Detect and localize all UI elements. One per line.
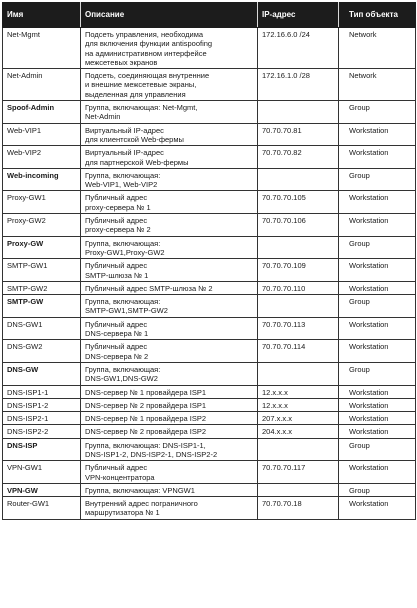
- object-name: Spoof-Admin: [3, 101, 81, 124]
- object-description: [81, 483, 258, 496]
- object-type: Workstation: [339, 385, 416, 398]
- description-line: Подсеть управления, необходима: [85, 30, 204, 39]
- header-ip: IP-адрес: [258, 3, 339, 28]
- table-row: [3, 483, 416, 496]
- object-description: [81, 123, 258, 146]
- description-line: DNS-сервер № 2 провайдера ISP2: [85, 427, 207, 437]
- object-ip: 172.16.6.0 /24: [258, 28, 339, 69]
- object-description: [81, 497, 258, 520]
- object-type: Group: [339, 101, 416, 124]
- table-row: [3, 123, 416, 146]
- table-row: [3, 214, 416, 237]
- object-description: [81, 385, 258, 398]
- description-line: Подсеть, соединяющая внутренние: [85, 71, 210, 81]
- object-name: Web-incoming: [3, 168, 81, 191]
- object-name: DNS-GW: [3, 362, 81, 385]
- object-ip: [258, 362, 339, 385]
- object-ip: [258, 483, 339, 496]
- object-name: Proxy-GW1: [3, 191, 81, 214]
- object-ip: 70.70.70.114: [258, 340, 339, 363]
- object-type: Group: [339, 295, 416, 318]
- object-type: Workstation: [339, 214, 416, 237]
- description-line: Группа, включающая: DNS-ISP1-1,: [85, 440, 206, 450]
- description-line: Proxy-GW1,Proxy-GW2: [85, 247, 165, 257]
- object-ip: 70.70.70.18: [258, 497, 339, 520]
- object-name: VPN-GW1: [3, 461, 81, 484]
- object-ip: 70.70.70.113: [258, 317, 339, 340]
- object-ip: 70.70.70.82: [258, 146, 339, 169]
- description-line: Виртуальный IP-адрес: [85, 148, 164, 158]
- object-name: DNS-GW1: [3, 317, 81, 340]
- object-type: Group: [339, 236, 416, 259]
- table-row: [3, 259, 416, 282]
- description-line: Публичный адрес: [85, 319, 148, 329]
- object-ip: 70.70.70.106: [258, 214, 339, 237]
- description-line: DNS-ISP1-2, DNS-ISP2-1, DNS-ISP2-2: [85, 449, 218, 459]
- description-line: Группа, включающая:: [85, 170, 161, 180]
- object-name: DNS-ISP1-1: [3, 385, 81, 398]
- object-name: VPN-GW: [3, 483, 81, 496]
- description-line: DNS-сервера № 1: [85, 329, 149, 339]
- object-description: [81, 295, 258, 318]
- object-name: Net-Mgmt: [3, 28, 81, 69]
- description-line: Net-Admin: [85, 112, 121, 122]
- object-description: [81, 317, 258, 340]
- object-ip: 172.16.1.0 /28: [258, 69, 339, 101]
- object-ip: 70.70.70.81: [258, 123, 339, 146]
- object-name: Web-VIP1: [3, 123, 81, 146]
- object-name: DNS-ISP: [3, 438, 81, 461]
- object-description: [81, 168, 258, 191]
- table-row: [3, 362, 416, 385]
- description-line: Группа, включающая:: [85, 238, 161, 248]
- table-row: [3, 101, 416, 124]
- description-line: для клиентской Web-фермы: [85, 134, 184, 144]
- object-ip: 70.70.70.105: [258, 191, 339, 214]
- description-line: proxy-сервера № 2: [85, 225, 151, 235]
- table-row: [3, 340, 416, 363]
- object-type: Network: [339, 69, 416, 101]
- header-description: Описание: [81, 3, 258, 28]
- object-type: Workstation: [339, 412, 416, 425]
- object-ip: [258, 236, 339, 259]
- object-type: Group: [339, 483, 416, 496]
- object-ip: 70.70.70.117: [258, 461, 339, 484]
- object-type: Group: [339, 362, 416, 385]
- description-line: межсетевых экранов: [85, 57, 158, 67]
- object-type: Workstation: [339, 340, 416, 363]
- object-ip: 204.x.x.x: [258, 425, 339, 438]
- object-ip: [258, 101, 339, 124]
- object-description: [81, 281, 258, 294]
- object-type: Group: [339, 438, 416, 461]
- object-type: Workstation: [339, 191, 416, 214]
- description-line: Публичный адрес: [85, 193, 148, 203]
- description-line: Группа, включающая:: [85, 364, 161, 374]
- table-row: [3, 461, 416, 484]
- object-description: [81, 191, 258, 214]
- description-line: Публичный адрес: [85, 216, 148, 226]
- description-line: Группа, включающая: VPNGW1: [85, 485, 195, 495]
- object-description: [81, 69, 258, 101]
- object-name: DNS-ISP1-2: [3, 398, 81, 411]
- description-line: для партнерской Web-фермы: [85, 157, 189, 167]
- description-line: DNS-сервер № 1 провайдера ISP1: [85, 387, 207, 397]
- object-name: Router-GW1: [3, 497, 81, 520]
- network-objects-table: [2, 2, 416, 520]
- object-type: Workstation: [339, 497, 416, 520]
- object-type: Workstation: [339, 281, 416, 294]
- table-row: [3, 236, 416, 259]
- object-description: [81, 438, 258, 461]
- object-description: [81, 236, 258, 259]
- description-line: выделенная для управления: [85, 89, 186, 99]
- object-type: Workstation: [339, 123, 416, 146]
- table-row: [3, 28, 416, 69]
- description-line: маршрутизатора № 1: [85, 508, 160, 518]
- description-line: Публичный адрес: [85, 261, 148, 271]
- description-line: Внутренний адрес пограничного: [85, 499, 198, 509]
- description-line: для включения функции antispoofing: [85, 39, 213, 49]
- object-description: [81, 461, 258, 484]
- description-line: DNS-сервера № 2: [85, 351, 149, 361]
- object-description: [81, 362, 258, 385]
- object-type: Workstation: [339, 398, 416, 411]
- object-name: SMTP-GW1: [3, 259, 81, 282]
- table-row: [3, 438, 416, 461]
- object-name: Proxy-GW: [3, 236, 81, 259]
- description-line: Группа, включающая: Net-Mgmt,: [85, 103, 198, 113]
- object-type: Workstation: [339, 461, 416, 484]
- description-line: DNS-сервер № 1 провайдера ISP2: [85, 414, 207, 424]
- table-row: [3, 398, 416, 411]
- object-description: [81, 101, 258, 124]
- object-ip: 12.x.x.x: [258, 398, 339, 411]
- table-row: [3, 317, 416, 340]
- table-row: [3, 168, 416, 191]
- object-name: DNS-GW2: [3, 340, 81, 363]
- object-ip: [258, 295, 339, 318]
- description-line: Публичный адрес SMTP-шлюза № 2: [85, 283, 213, 293]
- object-name: Web-VIP2: [3, 146, 81, 169]
- object-description: [81, 28, 258, 69]
- description-line: SMTP-GW1,SMTP-GW2: [85, 306, 168, 316]
- object-type: Workstation: [339, 425, 416, 438]
- table-row: [3, 497, 416, 520]
- header-type: Тип объекта: [339, 3, 416, 28]
- object-name: Net-Admin: [3, 69, 81, 101]
- description-line: Виртуальный IP-адрес: [85, 125, 164, 135]
- description-line: Web-VIP1, Web-VIP2: [85, 180, 158, 190]
- description-line: и внешние межсетевые экраны,: [85, 80, 197, 90]
- description-line: на административном интерфейсе: [85, 48, 207, 58]
- object-description: [81, 398, 258, 411]
- object-type: Workstation: [339, 146, 416, 169]
- object-ip: 70.70.70.109: [258, 259, 339, 282]
- object-description: [81, 340, 258, 363]
- description-line: proxy-сервера № 1: [85, 202, 151, 212]
- object-description: [81, 425, 258, 438]
- object-type: Group: [339, 168, 416, 191]
- object-name: SMTP-GW: [3, 295, 81, 318]
- description-line: Группа, включающая:: [85, 297, 161, 307]
- object-type: Workstation: [339, 317, 416, 340]
- object-name: Proxy-GW2: [3, 214, 81, 237]
- description-line: VPN-концентратора: [85, 472, 155, 482]
- header-row: [3, 3, 416, 28]
- object-description: [81, 412, 258, 425]
- object-description: [81, 214, 258, 237]
- object-description: [81, 146, 258, 169]
- table-header: [3, 3, 416, 28]
- object-name: DNS-ISP2-1: [3, 412, 81, 425]
- description-line: SMTP-шлюза № 1: [85, 270, 149, 280]
- object-name: SMTP-GW2: [3, 281, 81, 294]
- table-body: [3, 28, 416, 520]
- table-row: [3, 69, 416, 101]
- table-row: [3, 146, 416, 169]
- object-type: Network: [339, 28, 416, 69]
- description-line: Публичный адрес: [85, 342, 148, 352]
- object-ip: 70.70.70.110: [258, 281, 339, 294]
- description-line: Публичный адрес: [85, 463, 148, 473]
- table-row: [3, 191, 416, 214]
- object-ip: 207.x.x.x: [258, 412, 339, 425]
- header-name: Имя: [3, 3, 81, 28]
- table-row: [3, 385, 416, 398]
- description-line: DNS-GW1,DNS-GW2: [85, 374, 158, 384]
- table-row: [3, 425, 416, 438]
- description-line: DNS-сервер № 2 провайдера ISP1: [85, 400, 207, 410]
- object-ip: [258, 168, 339, 191]
- object-ip: 12.x.x.x: [258, 385, 339, 398]
- table-row: [3, 412, 416, 425]
- object-name: DNS-ISP2-2: [3, 425, 81, 438]
- object-description: [81, 259, 258, 282]
- object-ip: [258, 438, 339, 461]
- object-type: Workstation: [339, 259, 416, 282]
- table-row: [3, 295, 416, 318]
- table-row: [3, 281, 416, 294]
